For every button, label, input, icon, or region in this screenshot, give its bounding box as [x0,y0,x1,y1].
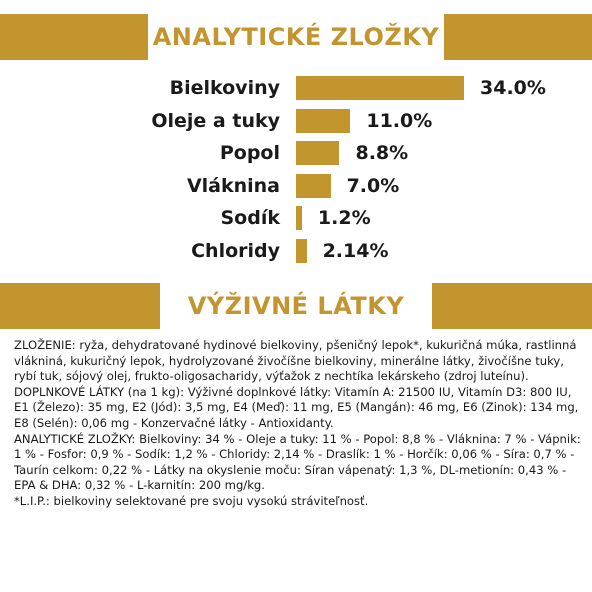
bar [296,76,464,100]
analytic-bar-chart [0,66,592,271]
bar-category-label: Sodík [220,207,280,229]
footnote-text: *L.I.P.: bielkoviny selektované pre svoju vysokú stráviteľnosť. [14,493,369,508]
bar-value-label: 8.8% [355,142,409,164]
bar-value-label: 2.14% [322,239,389,262]
bar [296,141,339,165]
nutrients-section-title: VÝŽIVNÉ LÁTKY [160,283,432,329]
bar-category-label: Popol [219,142,280,164]
bar [296,109,350,133]
analytic-header-band [0,14,592,60]
bar-value-label: 7.0% [346,174,400,197]
bar [296,206,302,230]
bar [296,174,331,198]
analytic-components-text: ANALYTICKÉ ZLOŽKY: Bielkoviny: 34 % - Oleje a tuky: 11 % - Popol: 8,8 % - Vláknina: 7 % - Vápnik: 1 % - Fosfor: 0,9 % - Sodík: 1,2 % - Chloridy: 2,14 % - Draslík: 1 % - Horčík: 0,06 % - Síra: 0,7 % - Taurín celkom: 0,22 % - Látky na okyslenie moču: Síran vápenatý: 1,3 %, DL-metionín: 0,43 % - EPA & DHA: 0,32 % - L-karnitín: 200 mg/kg. [14,431,581,493]
additives-text: DOPLNKOVÉ LÁTKY (na 1 kg): Výživné doplnkové látky: Vitamín A: 21500 IU, Vitamín D3: 800 IU, E1 (Železo): 35 mg, E2 (Jód): 3,5 mg, E4 (Meď): 11 mg, E5 (Mangán): 46 mg, E6 (Zinok): 134 mg, E8 (Selén): 0,06 mg - Konzervačné látky - Antioxidanty. [14,384,579,430]
nutrients-header-band [0,283,592,329]
bar [296,239,307,263]
analytic-section-title: ANALYTICKÉ ZLOŽKY [148,14,444,60]
bar-category-label: Chloridy [191,239,280,262]
ingredients-text: ZLOŽENIE: ryža, dehydratované hydinové bielkoviny, pšeničný lepok*, kukuričná múka, rastlinná vlákniná, kukuričný lepok, hydrolyzované živočíšne bielkoviny, minerálne látky, živočíšne tuky, rybí tuk, sójový olej, frukto-oligosacharidy, výťažok z nechtíka lekárskeho (zdroj luteínu). [14,338,577,384]
bar-value-label: 11.0% [366,109,433,132]
bar-category-label: Vláknina [186,174,280,197]
bar-category-label: Bielkoviny [169,77,280,99]
bar-value-label: 34.0% [480,77,546,99]
bar-category-label: Oleje a tuky [151,109,280,132]
composition-text-block [14,338,584,510]
bar-value-label: 1.2% [317,207,371,229]
